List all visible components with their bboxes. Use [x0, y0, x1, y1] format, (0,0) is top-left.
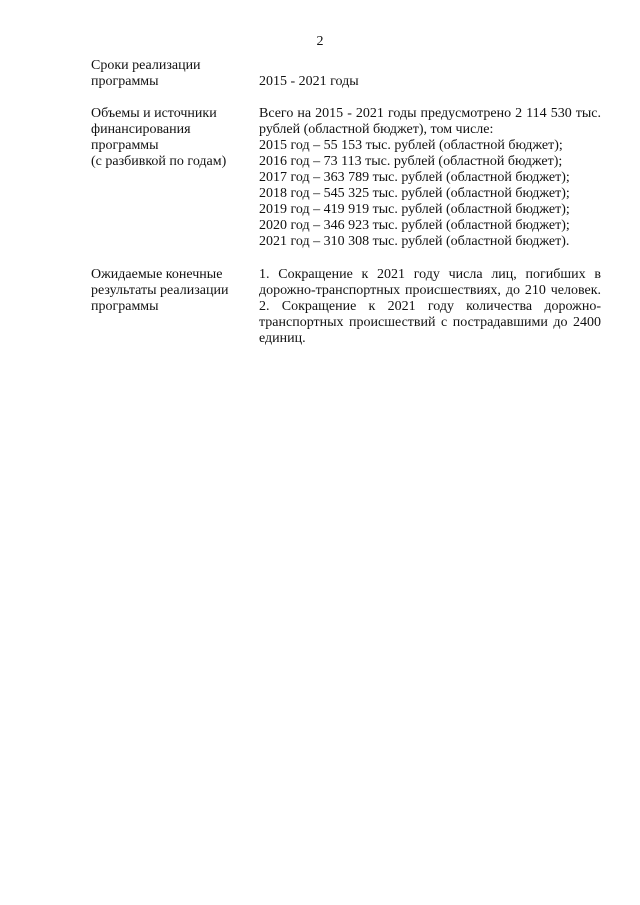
- page-number: 2: [316, 34, 324, 49]
- label-line: Ожидаемые конечные: [91, 267, 223, 282]
- label-line: программы: [91, 74, 159, 89]
- value-line: 2015 год – 55 153 тыс. рублей (областной бюджет);: [259, 138, 563, 153]
- row-label: [91, 106, 251, 170]
- value-line: 2016 год – 73 113 тыс. рублей (областной бюджет);: [259, 154, 563, 169]
- value-line: рублей (областной бюджет), том числе:: [259, 122, 494, 137]
- row-label: [91, 58, 251, 90]
- row-value: [259, 74, 601, 90]
- row-label: [91, 267, 251, 315]
- value-line: транспортных происшествий с пострадавшими до 2400: [259, 315, 601, 330]
- value-line: 1. Сокращение к 2021 году числа лиц, погибших в: [259, 267, 601, 282]
- label-line: Сроки реализации: [91, 58, 201, 73]
- label-line: программы: [91, 299, 159, 314]
- value-line: 2021 год – 310 308 тыс. рублей (областной бюджет).: [259, 234, 570, 249]
- label-line: Объемы и источники: [91, 106, 217, 121]
- label-line: финансирования: [91, 122, 191, 137]
- label-line: (с разбивкой по годам): [91, 154, 227, 169]
- value-line: 2019 год – 419 919 тыс. рублей (областной бюджет);: [259, 202, 570, 217]
- value-line: 2. Сокращение к 2021 году количества дорожно-: [259, 299, 601, 314]
- value-line: единиц.: [259, 331, 306, 346]
- value-line: дорожно-транспортных происшествиях, до 210 человек.: [259, 283, 601, 298]
- value-line: 2017 год – 363 789 тыс. рублей (областной бюджет);: [259, 170, 570, 185]
- row-value: [259, 267, 601, 347]
- label-line: программы: [91, 138, 159, 153]
- row-value: [259, 106, 601, 250]
- label-line: результаты реализации: [91, 283, 229, 298]
- value-line: 2018 год – 545 325 тыс. рублей (областной бюджет);: [259, 186, 570, 201]
- value-line: 2020 год – 346 923 тыс. рублей (областной бюджет);: [259, 218, 570, 233]
- value-line: Всего на 2015 - 2021 годы предусмотрено 2 114 530 тыс.: [259, 106, 601, 121]
- value-line: 2015 - 2021 годы: [259, 74, 359, 89]
